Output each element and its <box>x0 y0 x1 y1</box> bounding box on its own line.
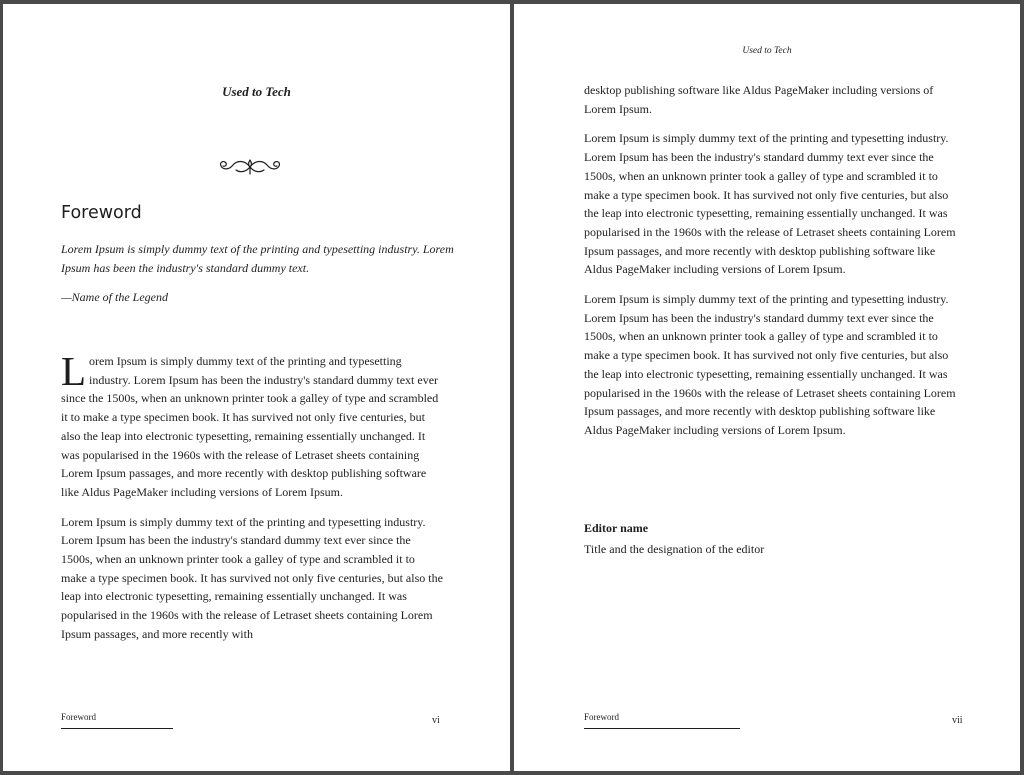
right-body-text <box>584 81 964 481</box>
editor-designation: Title and the designation of the editor <box>584 542 765 556</box>
editor-name: Editor name <box>584 521 649 535</box>
paragraph-text: orem Ipsum is simply dummy text of the printing and typesetting industry. Lorem Ipsum has been the industry's standard dummy text ever since the 1500s, when an unknown printer took a galley of type and scrambled it to make a type specimen book. It has survived not only five centuries, but also the leap into electronic typesetting, remaining essentially unchanged. It was popularised in the 1960s with the release of Letraset sheets containing Lorem Ipsum passages, and more recently with desktop publishing software like Aldus PageMaker including versions of Lorem Ipsum. <box>61 354 439 499</box>
page-number: vii <box>952 715 963 726</box>
paragraph: Lorem Ipsum is simply dummy text of the printing and typesetting industry. Lorem Ipsum has been the industry's standard dummy text ever since the 1500s, when an unknown printer took a galley of type and scrambled it to make a type specimen book. It has survived not only five centuries, but also the leap into electronic typesetting, remaining essentially unchanged. It was popularised in the 1960s with the release of Letraset sheets containing Lorem Ipsum passages, and more recently with <box>61 514 443 641</box>
right-page <box>514 4 1020 771</box>
paragraph: Lorem Ipsum is simply dummy text of the printing and typesetting industry. Lorem Ipsum has been the industry's standard dummy text ever since the 1500s, when an unknown printer took a galley of type and scrambled it to make a type specimen book. It has survived not only five centuries, but also the leap into electronic typesetting, remaining essentially unchanged. It was popularised in the 1960s with the release of Letraset sheets containing Lorem Ipsum passages, and more recently with desktop publishing software like Aldus PageMaker including versions of Lorem Ipsum. <box>584 131 956 277</box>
footer-section-label: Foreword <box>584 712 619 722</box>
footer-rule <box>584 728 740 729</box>
left-body-text <box>61 352 443 662</box>
scroll-flourish-icon <box>215 154 285 180</box>
paragraph: Lorem Ipsum is simply dummy text of the printing and typesetting industry. Lorem Ipsum has been the industry's standard dummy text ever since the 1500s, when an unknown printer took a galley of type and scrambled it to make a type specimen book. It has survived not only five centuries, but also the leap into electronic typesetting, remaining essentially unchanged. It was popularised in the 1960s with the release of Letraset sheets containing Lorem Ipsum passages, and more recently with desktop publishing software like Aldus PageMaker including versions of Lorem Ipsum. <box>584 292 956 437</box>
footer-rule <box>61 728 173 729</box>
paragraph <box>61 352 443 502</box>
book-title: Used to Tech <box>222 84 291 99</box>
footer-section-label: Foreword <box>61 712 96 722</box>
paragraph: desktop publishing software like Aldus PageMaker including versions of Lorem Ipsum. <box>584 83 934 116</box>
running-head: Used to Tech <box>742 46 792 56</box>
chapter-heading: Foreword <box>61 203 142 223</box>
epigraph-attribution: —Name of the Legend <box>61 290 168 304</box>
left-page <box>3 4 510 771</box>
drop-cap: L <box>61 352 87 394</box>
epigraph: Lorem Ipsum is simply dummy text of the printing and typesetting industry. Lorem Ipsum has been the industry's standard dummy text. <box>61 242 454 275</box>
page-number: vi <box>432 715 440 726</box>
